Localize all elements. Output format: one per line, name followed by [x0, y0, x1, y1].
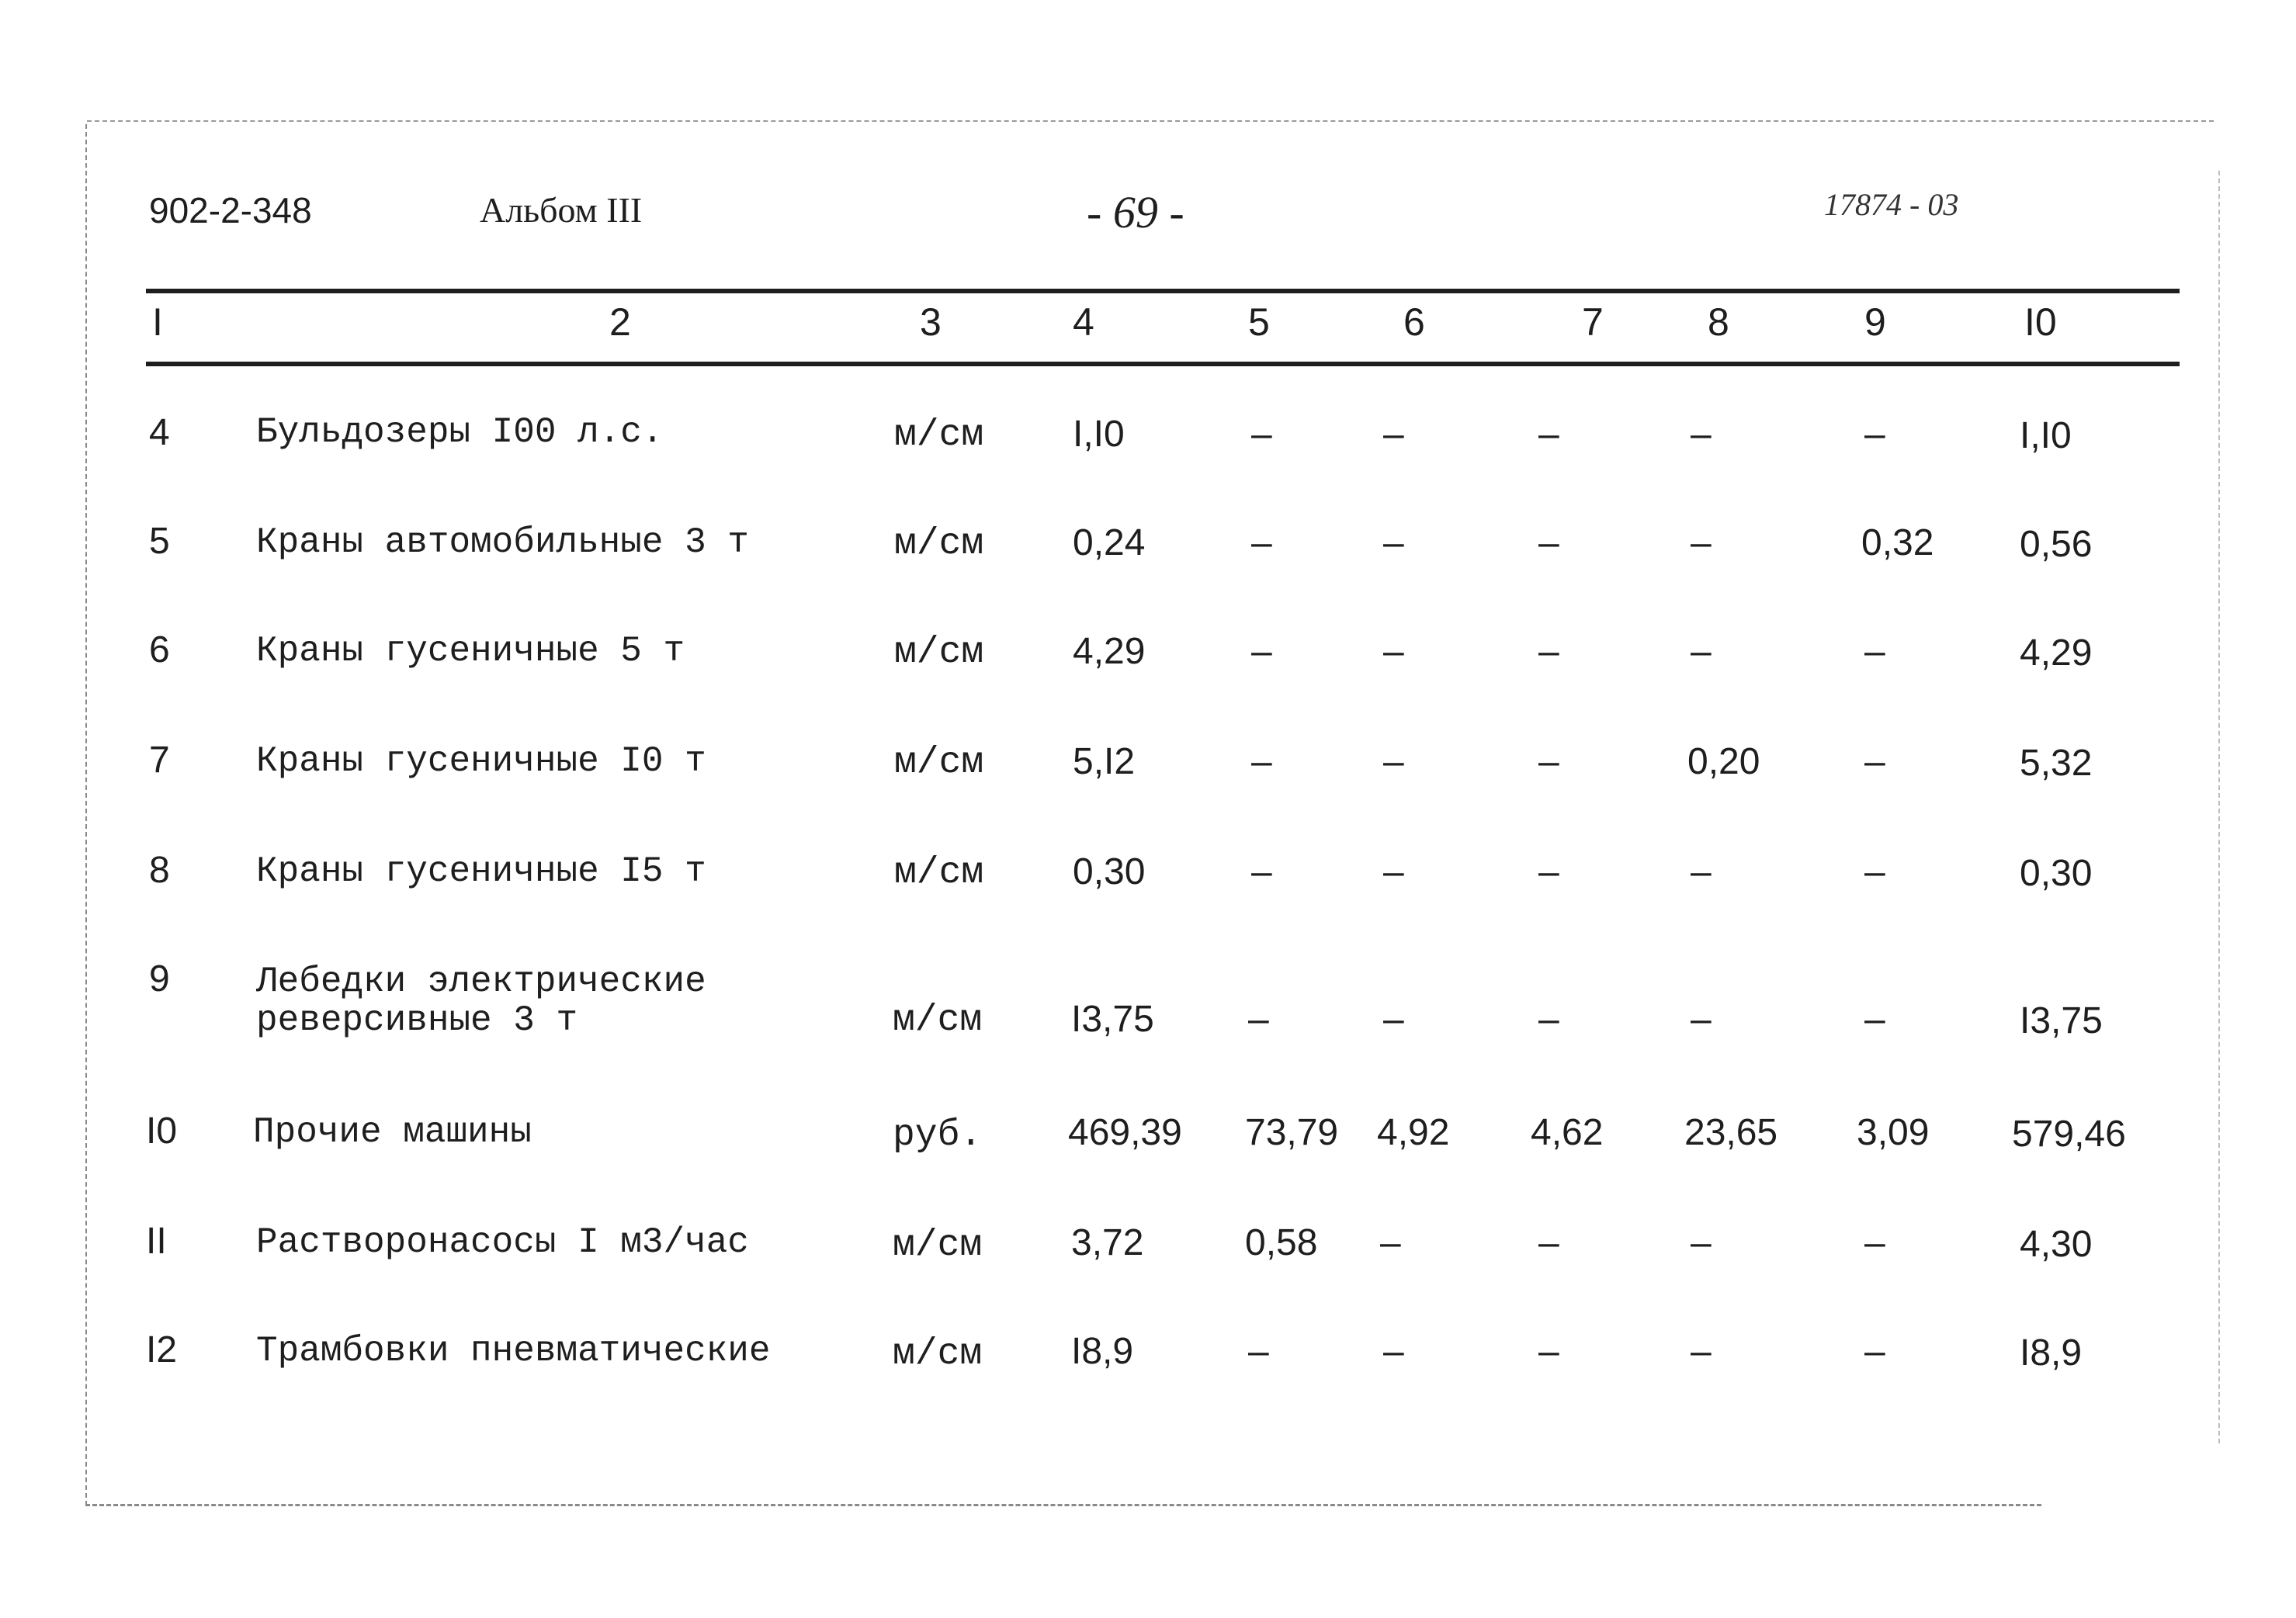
cell-col9: 3,09 [1857, 1112, 1930, 1153]
column-header: 4 [1073, 300, 1094, 344]
cell-col7: – [1538, 999, 1559, 1040]
cell-col6: – [1380, 1222, 1401, 1263]
cell-col4: 0,24 [1073, 522, 1146, 563]
column-header: I [152, 300, 163, 344]
row-name: Прочие машины [253, 1112, 532, 1152]
row-number: I0 [146, 1110, 178, 1152]
row-number: 7 [149, 740, 170, 781]
cell-col10: 4,30 [2020, 1224, 2093, 1265]
cell-col5: – [1251, 851, 1272, 892]
cell-col9: – [1864, 999, 1885, 1040]
row-name: Краны гусеничные I5 т [256, 851, 706, 892]
cell-col7: – [1538, 1222, 1559, 1263]
cell-col8: – [1691, 1331, 1712, 1372]
row-unit: м/см [894, 852, 984, 894]
cell-col9: – [1864, 631, 1885, 672]
cell-col4: 4,29 [1073, 631, 1146, 672]
row-name: Лебедки электрические [256, 961, 706, 1002]
cell-col5: – [1248, 999, 1269, 1040]
cell-col8: – [1691, 414, 1712, 455]
cell-col6: – [1383, 414, 1404, 455]
row-unit: руб. [893, 1114, 983, 1156]
row-name: Трамбовки пневматические [256, 1331, 771, 1371]
cell-col4: 469,39 [1068, 1112, 1182, 1153]
cell-col6: 4,92 [1377, 1112, 1450, 1153]
frame-left-border [85, 124, 87, 1505]
cell-col8: – [1691, 999, 1712, 1040]
cell-col4: 3,72 [1071, 1222, 1144, 1263]
cell-col7: – [1538, 522, 1559, 563]
column-header: 8 [1708, 300, 1729, 344]
cell-col4: 5,I2 [1073, 741, 1136, 782]
column-header: 7 [1582, 300, 1604, 344]
cell-col9: – [1864, 1331, 1885, 1372]
cell-col10: I3,75 [2020, 1000, 2103, 1041]
cell-col10: 0,56 [2020, 524, 2093, 565]
page-number: - 69 - [1087, 187, 1184, 237]
cell-col5: – [1251, 741, 1272, 782]
row-number: 4 [149, 412, 170, 453]
row-name: Краны гусеничные I0 т [256, 741, 706, 781]
row-unit: м/см [893, 1333, 983, 1375]
cell-col7: – [1538, 1331, 1559, 1372]
cell-col5: – [1251, 414, 1272, 455]
cell-col7: 4,62 [1531, 1112, 1604, 1153]
cell-col10: 4,29 [2020, 632, 2093, 674]
cell-col4: I3,75 [1071, 999, 1154, 1040]
cell-col6: – [1383, 522, 1404, 563]
cell-col8: – [1691, 851, 1712, 892]
cell-col7: – [1538, 851, 1559, 892]
cell-col5: – [1251, 522, 1272, 563]
row-number: 5 [149, 521, 170, 562]
frame-right-border [2218, 171, 2220, 1443]
cell-col9: – [1864, 741, 1885, 782]
column-header: I0 [2024, 300, 2057, 344]
row-unit: м/см [894, 523, 984, 565]
cell-col10: I8,9 [2020, 1332, 2083, 1374]
row-name: Краны автомобильные 3 т [256, 522, 749, 563]
cell-col8: – [1691, 631, 1712, 672]
row-unit: м/см [894, 632, 984, 674]
frame-top-border [87, 120, 2214, 122]
cell-col5: – [1248, 1331, 1269, 1372]
column-header: 2 [609, 300, 631, 344]
cell-col6: – [1383, 999, 1404, 1040]
cell-col9: – [1864, 414, 1885, 455]
cell-col6: – [1383, 741, 1404, 782]
row-unit: м/см [893, 1000, 983, 1041]
table-header-rule [146, 362, 2180, 366]
inventory-stamp: 17874 - 03 [1824, 187, 1959, 222]
column-header: 5 [1248, 300, 1270, 344]
cell-col10: 579,46 [2012, 1114, 2126, 1155]
row-name: Растворонасосы I м3/час [256, 1222, 749, 1263]
cell-col4: I8,9 [1071, 1331, 1134, 1372]
cell-col7: – [1538, 631, 1559, 672]
cell-col10: 5,32 [2020, 743, 2093, 784]
cell-col10: I,I0 [2020, 415, 2072, 456]
row-name-continuation: реверсивные 3 т [256, 1000, 578, 1041]
frame-bottom-border [85, 1504, 2041, 1506]
row-number: 8 [149, 850, 170, 891]
cell-col5: 73,79 [1245, 1112, 1339, 1153]
row-unit: м/см [894, 742, 984, 784]
cell-col6: – [1383, 851, 1404, 892]
cell-col6: – [1383, 631, 1404, 672]
row-number: II [146, 1221, 167, 1262]
cell-col7: – [1538, 414, 1559, 455]
row-number: 9 [149, 958, 170, 1000]
document-code: 902-2-348 [149, 190, 312, 230]
cell-col4: 0,30 [1073, 851, 1146, 892]
cell-col8: 23,65 [1684, 1112, 1778, 1153]
row-name: Бульдозеры I00 л.с. [256, 412, 664, 452]
row-unit: м/см [893, 1225, 983, 1266]
row-number: 6 [149, 629, 170, 670]
cell-col5: 0,58 [1245, 1222, 1318, 1263]
cell-col5: – [1251, 631, 1272, 672]
row-name: Краны гусеничные 5 т [256, 631, 685, 671]
row-number: I2 [146, 1329, 178, 1370]
table-top-rule [146, 289, 2180, 293]
cell-col6: – [1383, 1331, 1404, 1372]
cell-col7: – [1538, 741, 1559, 782]
column-header: 6 [1403, 300, 1425, 344]
cell-col8: – [1691, 522, 1712, 563]
column-header: 3 [920, 300, 942, 344]
cell-col9: 0,32 [1861, 522, 1934, 563]
cell-col8: 0,20 [1687, 741, 1760, 782]
cell-col10: 0,30 [2020, 853, 2093, 894]
cell-col8: – [1691, 1222, 1712, 1263]
album-label: Альбом III [480, 190, 643, 230]
cell-col4: I,I0 [1073, 414, 1125, 455]
cell-col9: – [1864, 851, 1885, 892]
row-unit: м/см [894, 414, 984, 456]
column-header: 9 [1864, 300, 1886, 344]
cell-col9: – [1864, 1222, 1885, 1263]
